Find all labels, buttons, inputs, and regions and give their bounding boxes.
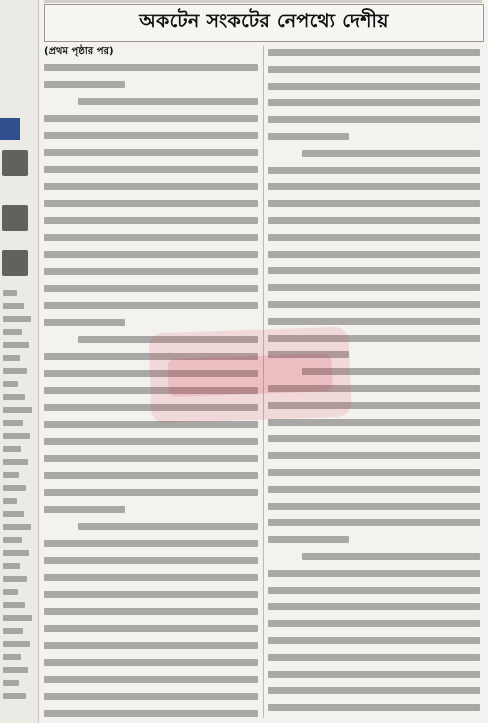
illegible-text-line	[302, 553, 480, 560]
watermark	[148, 327, 351, 424]
illegible-text-line	[44, 608, 258, 615]
neighbouring-text-line	[3, 446, 21, 452]
neighbouring-article-edge	[0, 0, 39, 723]
neighbouring-text-line	[3, 628, 23, 634]
illegible-text-line	[268, 217, 480, 224]
illegible-text-line	[44, 472, 258, 479]
illegible-text-line	[268, 637, 480, 644]
illegible-text-line	[44, 132, 258, 139]
illegible-text-line	[44, 625, 258, 632]
neighbouring-text-line	[3, 511, 24, 517]
illegible-text-line	[268, 654, 480, 661]
illegible-text-line	[268, 133, 349, 140]
neighbouring-text-line	[3, 615, 32, 621]
illegible-text-line	[44, 642, 258, 649]
neighbouring-text-line	[3, 290, 17, 296]
neighbouring-text-line	[3, 303, 24, 309]
illegible-text-line	[268, 167, 480, 174]
neighbouring-text-line	[3, 550, 29, 556]
neighbouring-text-line	[3, 524, 31, 530]
illegible-text-line	[268, 99, 480, 106]
illegible-text-line	[44, 574, 258, 581]
illegible-text-line	[268, 301, 480, 308]
illegible-text-line	[44, 166, 258, 173]
neighbouring-text-line	[3, 342, 29, 348]
illegible-text-line	[268, 116, 480, 123]
illegible-text-line	[268, 519, 480, 526]
illegible-text-line	[44, 149, 258, 156]
neighbouring-text-line	[3, 667, 28, 673]
neighbouring-headline-fragment	[2, 205, 28, 231]
neighbouring-headline-fragment	[2, 150, 28, 176]
headline: অকটেন সংকটের নেপথ্যে দেশীয়	[139, 10, 389, 32]
illegible-text-line	[268, 671, 480, 678]
neighbouring-text-line	[3, 641, 30, 647]
neighbouring-text-line	[3, 472, 19, 478]
neighbouring-text-line	[3, 485, 26, 491]
illegible-text-line	[44, 591, 258, 598]
illegible-text-line	[268, 469, 480, 476]
neighbouring-headline-fragment	[2, 250, 28, 276]
illegible-text-line	[268, 284, 480, 291]
illegible-text-line	[44, 710, 258, 717]
neighbouring-text-line	[3, 602, 25, 608]
neighbouring-text-line	[3, 329, 22, 335]
illegible-text-line	[44, 455, 258, 462]
illegible-text-line	[44, 438, 258, 445]
neighbouring-text-line	[3, 368, 27, 374]
neighbouring-text-line	[3, 355, 20, 361]
illegible-text-line	[268, 536, 349, 543]
neighbouring-text-line	[3, 576, 27, 582]
previous-line-strip	[44, 0, 482, 3]
neighbouring-text-line	[3, 459, 28, 465]
illegible-text-line	[44, 183, 258, 190]
illegible-text-line	[44, 421, 258, 428]
illegible-text-line	[268, 435, 480, 442]
illegible-text-line	[44, 540, 258, 547]
illegible-text-line	[268, 620, 480, 627]
illegible-text-line	[268, 603, 480, 610]
headline-box	[44, 4, 484, 42]
neighbouring-text-line	[3, 498, 17, 504]
lead-in-row	[44, 46, 114, 59]
neighbouring-text-line	[3, 589, 18, 595]
illegible-text-line	[44, 285, 258, 292]
illegible-text-line	[268, 200, 480, 207]
neighbouring-text-line	[3, 433, 30, 439]
illegible-text-line	[78, 98, 258, 105]
illegible-text-line	[44, 557, 258, 564]
neighbouring-text-line	[3, 680, 19, 686]
illegible-text-line	[44, 489, 258, 496]
illegible-text-line	[44, 81, 125, 88]
illegible-text-line	[268, 704, 480, 711]
illegible-text-line	[268, 503, 480, 510]
watermark-mark	[167, 353, 332, 397]
neighbouring-text-line	[3, 537, 22, 543]
illegible-text-line	[44, 676, 258, 683]
illegible-text-line	[268, 419, 480, 426]
illegible-text-line	[44, 302, 258, 309]
illegible-text-line	[302, 150, 480, 157]
illegible-text-line	[268, 452, 480, 459]
neighbouring-text-line	[3, 407, 32, 413]
illegible-text-line	[44, 693, 258, 700]
illegible-text-line	[44, 115, 258, 122]
illegible-text-line	[44, 506, 125, 513]
illegible-text-line	[44, 200, 258, 207]
illegible-text-line	[268, 570, 480, 577]
illegible-text-line	[44, 251, 258, 258]
illegible-text-line	[268, 687, 480, 694]
neighbouring-text-line	[3, 563, 20, 569]
illegible-text-line	[44, 268, 258, 275]
illegible-text-line	[268, 183, 480, 190]
illegible-text-line	[268, 486, 480, 493]
illegible-text-line	[268, 49, 480, 56]
illegible-text-line	[78, 523, 258, 530]
neighbouring-text-line	[3, 693, 26, 699]
illegible-text-line	[268, 251, 480, 258]
illegible-text-line	[44, 234, 258, 241]
neighbouring-text-line	[3, 394, 25, 400]
illegible-text-line	[268, 587, 480, 594]
lead-in: (প্রথম পৃষ্ঠার পর)	[44, 46, 114, 57]
neighbouring-article-rule	[0, 118, 20, 140]
neighbouring-text-line	[3, 420, 23, 426]
illegible-text-line	[268, 66, 480, 73]
illegible-text-line	[44, 659, 258, 666]
illegible-text-line	[44, 319, 125, 326]
neighbouring-text-line	[3, 316, 31, 322]
illegible-text-line	[44, 217, 258, 224]
illegible-text-line	[268, 318, 480, 325]
illegible-text-line	[44, 64, 258, 71]
illegible-text-line	[268, 234, 480, 241]
neighbouring-text-line	[3, 381, 18, 387]
illegible-text-line	[268, 83, 480, 90]
illegible-text-line	[268, 267, 480, 274]
neighbouring-text-line	[3, 654, 21, 660]
